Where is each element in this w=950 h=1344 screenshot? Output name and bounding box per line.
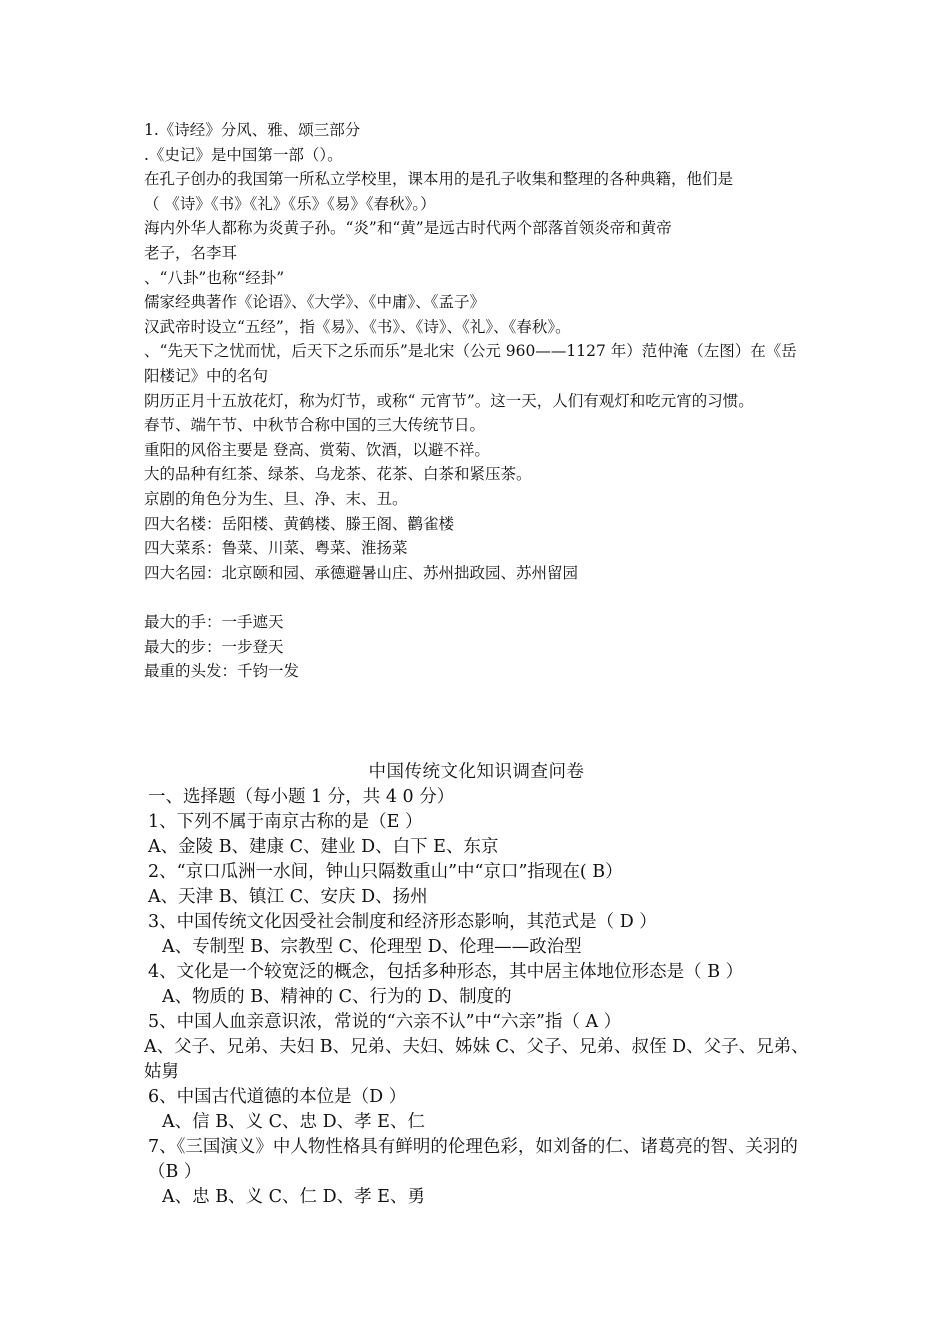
note-line: 1.《诗经》分风、雅、颂三部分 — [144, 121, 361, 139]
quiz-title: 中国传统文化知识调查问卷 — [368, 762, 585, 782]
note-line: 春节、端午节、中秋节合称中国的三大传统节日。 — [144, 416, 486, 435]
riddle-line: 最重的头发：千钧一发 — [144, 662, 300, 681]
riddle-line: 最大的手：一手遮天 — [144, 613, 284, 632]
note-line: 在孔子创办的我国第一所私立学校里，课本用的是孔子收集和整理的各种典籍，他们是 — [144, 170, 734, 189]
spacer — [144, 585, 809, 610]
options-line: A、天津 B、镇江 C、安庆 D、扬州 — [148, 887, 428, 907]
note-line: 四大名楼：岳阳楼、黄鹤楼、滕王阁、鹳雀楼 — [144, 514, 455, 533]
note-line: 四大菜系：鲁菜、川菜、粤菜、淮扬菜 — [144, 539, 408, 558]
note-line: 海内外华人都称为炎黄子孙。“炎”和“黄”是远古时代两个部落首领炎帝和黄帝 — [144, 219, 672, 238]
options-line: A、父子、兄弟、夫妇 B、兄弟、夫妇、姊妹 C、父子、兄弟、叔侄 D、父子、兄弟、姑舅 — [144, 1037, 809, 1082]
note-line: 、“八卦”也称“经卦” — [144, 268, 285, 287]
note-line: 京剧的角色分为生、旦、净、末、丑。 — [144, 489, 408, 508]
question-line: 4、文化是一个较宽泛的概念，包括多种形态，其中居主体地位形态是（ B ） — [148, 962, 744, 982]
question-line: 2、“京口瓜洲一水间，钟山只隔数重山”中“京口”指现在( B） — [148, 862, 623, 882]
options-line: A、物质的 B、精神的 C、行为的 D、制度的 — [162, 987, 512, 1007]
options-line: A、忠 B、义 C、仁 D、孝 E、勇 — [162, 1187, 425, 1207]
note-line: 阴历正月十五放花灯，称为灯节，或称“ 元宵节”。这一天，人们有观灯和吃元宵的习惯。 — [144, 391, 754, 410]
question-line: 1、下列不属于南京古称的是（E ） — [148, 812, 423, 832]
note-line: 四大名园：北京颐和园、承德避暑山庄、苏州拙政园、苏州留园 — [144, 563, 579, 582]
question-line: 6、中国古代道德的本位是（D ） — [148, 1087, 407, 1107]
note-line: 大的品种有红茶、绿茶、乌龙茶、花茶、白茶和紧压茶。 — [144, 465, 532, 484]
question-line: 3、中国传统文化因受社会制度和经济形态影响，其范式是（ D ） — [148, 912, 657, 932]
note-line: 老子，名李耳 — [144, 243, 238, 262]
note-line: 重阳的风俗主要是 登高、赏菊、饮酒，以避不祥。 — [144, 440, 490, 459]
options-line: A、信 B、义 C、忠 D、孝 E、仁 — [162, 1112, 425, 1132]
notes-section — [144, 118, 809, 684]
riddle-line: 最大的步：一步登天 — [144, 637, 284, 656]
quiz-section — [144, 760, 809, 1210]
question-line: 5、中国人血亲意识浓，常说的“六亲不认”中“六亲”指（ A ） — [148, 1012, 622, 1032]
options-line: A、金陵 B、建康 C、建业 D、白下 E、东京 — [148, 837, 499, 857]
note-line: 汉武帝时设立“五经”，指《易》、《书》、《诗》、《礼》、《春秋》。 — [144, 317, 571, 336]
note-line: （ 《诗》《书》《礼》《乐》《易》《春秋》。） — [144, 194, 436, 213]
quiz-section-heading: 一、选择题（每小题 1 分，共 4 0 分） — [148, 787, 455, 807]
note-line: .《史记》是中国第一部（）。 — [144, 145, 343, 164]
question-line: 7、《三国演义》中人物性格具有鲜明的伦理色彩，如刘备的仁、诸葛亮的智、关羽的（B ） — [148, 1137, 798, 1182]
options-line: A、专制型 B、宗教型 C、伦理型 D、伦理——政治型 — [162, 937, 582, 957]
note-line: 、“先天下之忧而忧，后天下之乐而乐”是北宋（公元 960——1127 年）范仲淹（左图）在《岳阳楼记》中的名句 — [144, 342, 797, 385]
note-line: 儒家经典著作《论语》、《大学》、《中庸》、《孟子》 — [144, 293, 486, 312]
